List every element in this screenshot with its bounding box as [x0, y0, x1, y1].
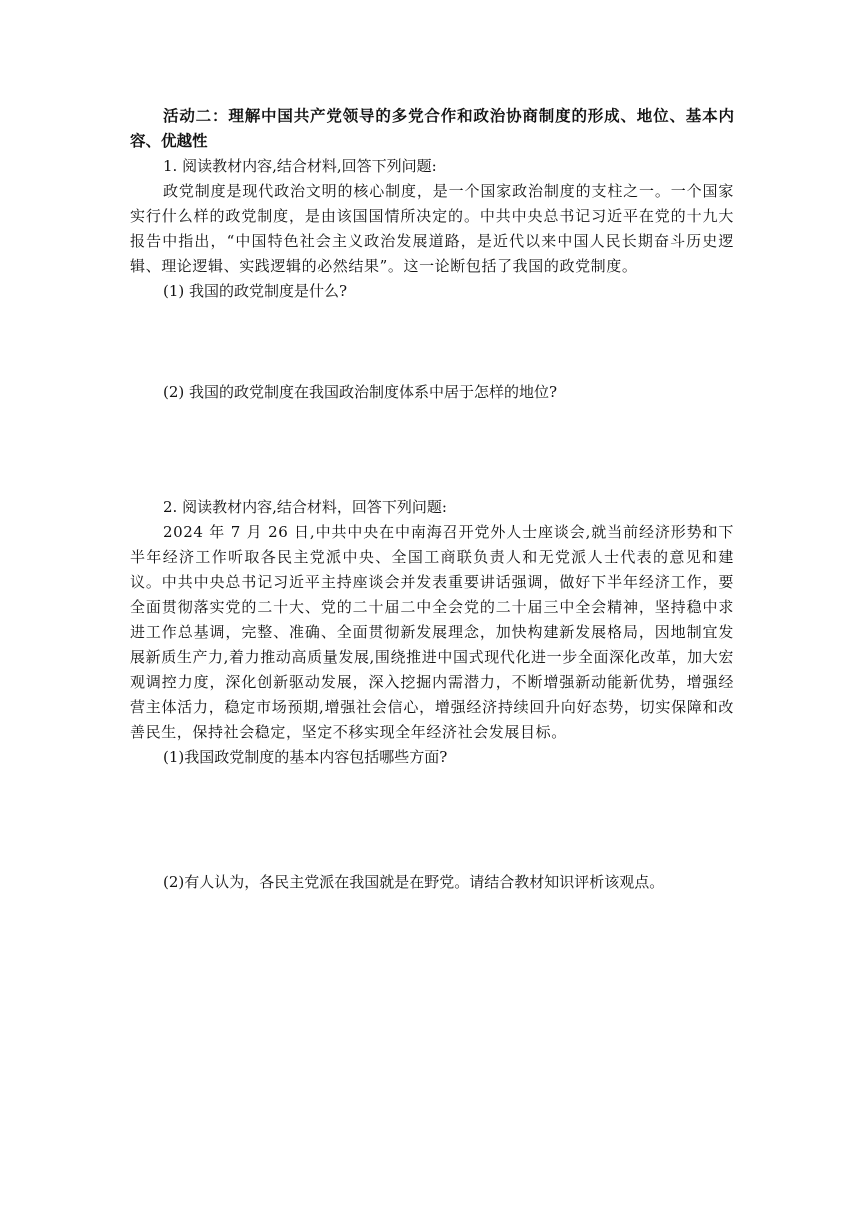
- answer-space: [130, 405, 734, 495]
- section2-question-1: (1)我国政党制度的基本内容包括哪些方面?: [163, 748, 448, 766]
- section1-material: 政党制度是现代政治文明的核心制度，是一个国家政治制度的支柱之一。一个国家实行什么样的政党制度，是由该国国情所决定的。中共中央总书记习近平在党的十九大报告中指出，“中国特色社会主义政治发展道路，是近代以来中国人民长期奋斗历史逻辑、理论逻辑、实践逻辑的必然结果”。这一论断包括了我国的政党制度。: [130, 182, 734, 275]
- section1-instruction: 1. 阅读教材内容,结合材料,回答下列问题:: [163, 157, 437, 175]
- section1-question-2: (2) 我国的政党制度在我国政治制度体系中居于怎样的地位?: [163, 383, 558, 401]
- section1-question-1: (1) 我国的政党制度是什么?: [163, 282, 348, 300]
- document-content: [130, 104, 734, 895]
- answer-space: [130, 304, 734, 380]
- answer-space: [130, 770, 734, 870]
- section2-material: 2024 年 7 月 26 日,中共中央在中南海召开党外人士座谈会,就当前经济形势和下半年经济工作听取各民主党派中央、全国工商联负责人和无党派人士代表的意见和建议。中共中央总书记习近平主持座谈会并发表重要讲话强调，做好下半年经济工作，要全面贯彻落实党的二十大、党的二十届二中全会党的二十届三中全会精神，坚持稳中求进工作总基调，完整、准确、全面贯彻新发展理念，加快构建新发展格局，因地制宜发展新质生产力,着力推动高质量发展,围绕推进中国式现代化进一步全面深化改革，加大宏观调控力度，深化创新驱动发展，深入挖掘内需潜力，不断增强新动能新优势，增强经营主体活力，稳定市场预期,增强社会信心，增强经济持续回升向好态势，切实保障和改善民生，保持社会稳定，坚定不移实现全年经济社会发展目标。: [130, 523, 734, 741]
- section2-question-2: (2)有人认为，各民主党派在我国就是在野党。请结合教材知识评析该观点。: [163, 873, 665, 891]
- section2-instruction: 2. 阅读教材内容,结合材料，回答下列问题:: [163, 498, 447, 516]
- activity-heading: 活动二：理解中国共产党领导的多党合作和政治协商制度的形成、地位、基本内容、优越性: [130, 107, 734, 150]
